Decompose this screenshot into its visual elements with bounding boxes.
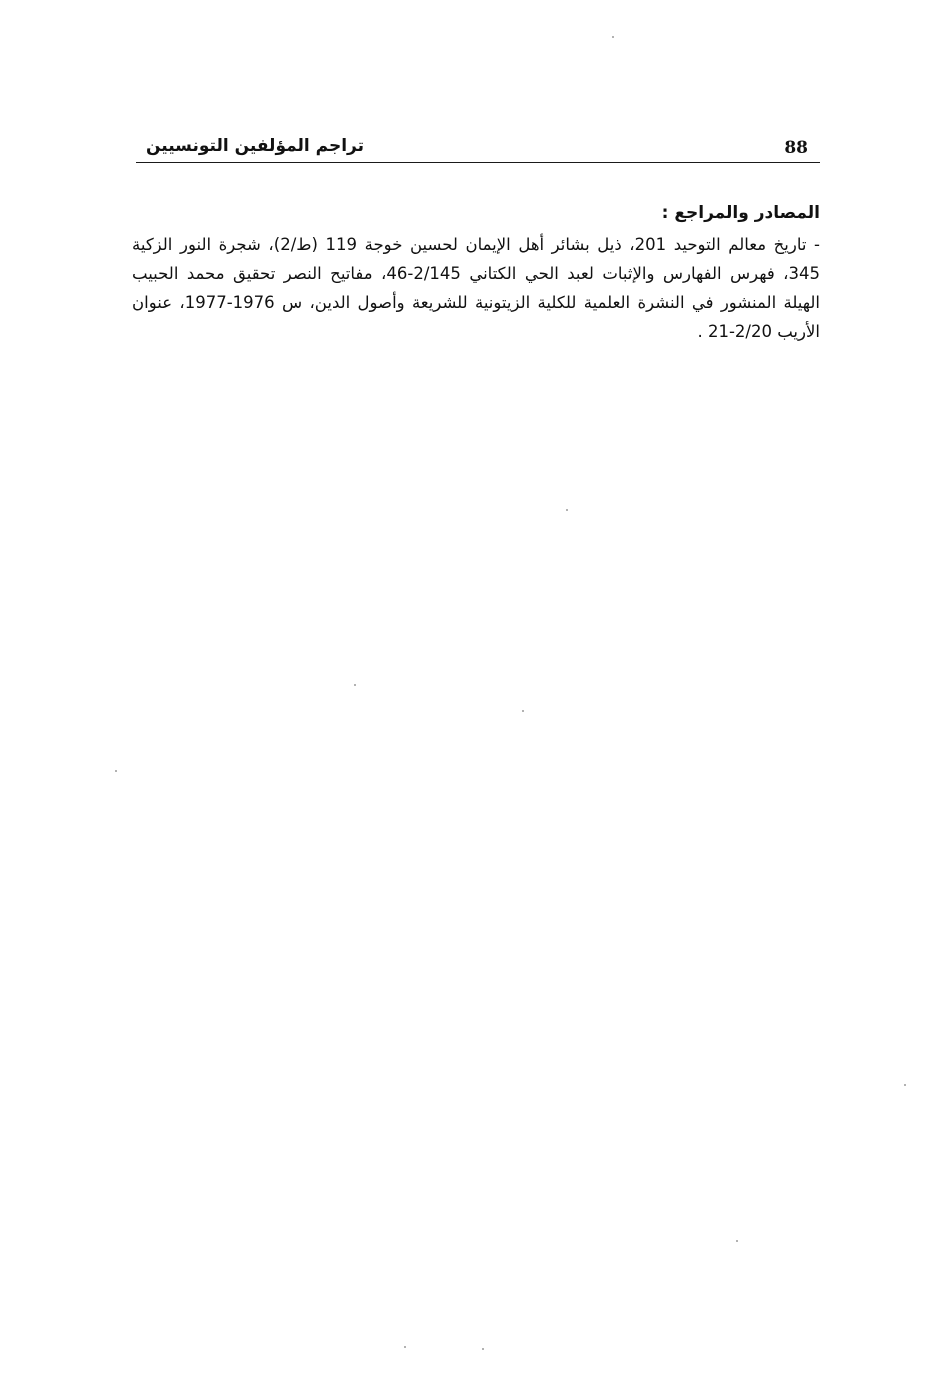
scan-speck	[904, 1084, 906, 1086]
running-header	[136, 128, 820, 163]
page-number: 88	[784, 138, 808, 158]
scan-speck	[736, 1240, 738, 1242]
sources-paragraph: - تاريخ معالم التوحيد 201، ذيل بشائر أهل الإيمان لحسين خوجة 119 (ط/2)، شجرة النور الزكية 345، فهرس الفهارس والإثبات لعبد الحي الكتاني 2/145-46، مفاتيح النصر تحقيق محمد الحبيب الهيلة المنشور في النشرة العلمية للكلية الزيتونية للشريعة وأصول الدين، س 1976-1977، عنوان الأريب 2/20-21 .	[132, 235, 820, 341]
scan-speck	[566, 509, 568, 511]
scan-speck	[115, 770, 117, 772]
scan-speck	[612, 36, 614, 38]
scan-speck	[482, 1348, 484, 1350]
running-title: تراجم المؤلفين التونسيين	[146, 136, 364, 156]
sources-heading: المصادر والمراجع :	[661, 203, 820, 223]
scan-speck	[404, 1346, 406, 1348]
page-content	[132, 196, 820, 346]
scan-speck	[522, 710, 524, 712]
scan-speck	[354, 684, 356, 686]
